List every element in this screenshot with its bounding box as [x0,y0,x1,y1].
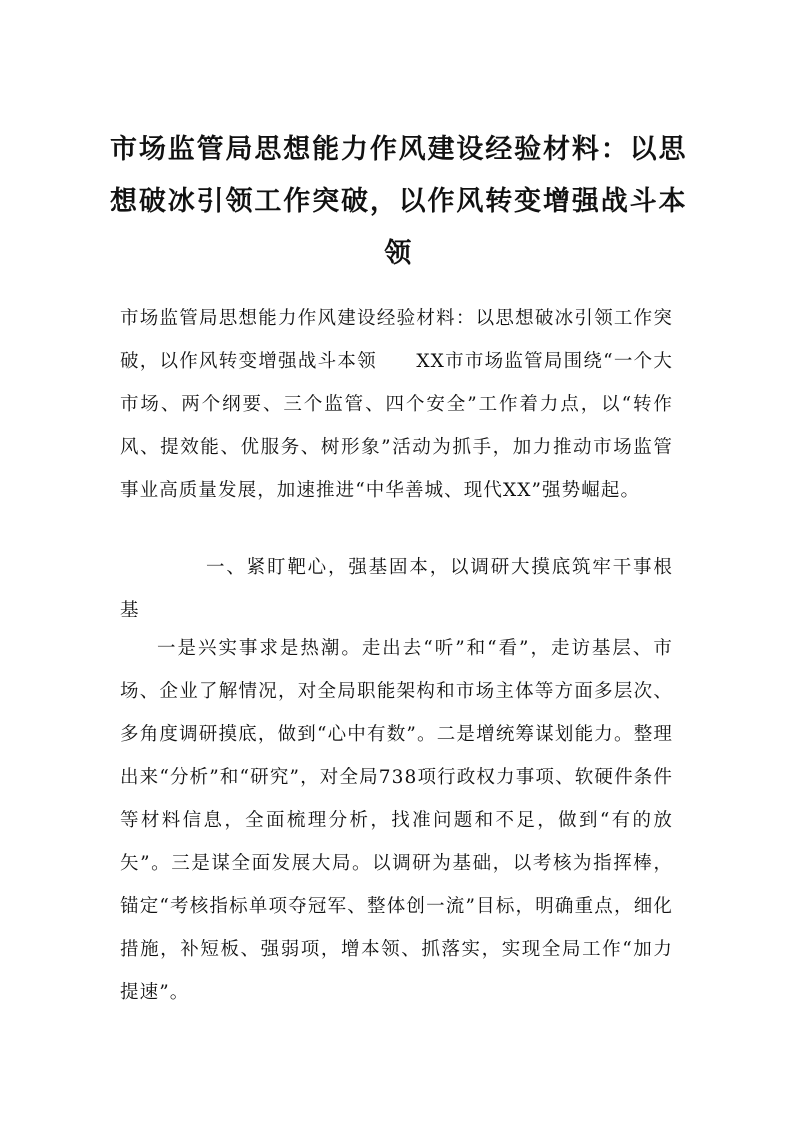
intro-paragraph: 市场监管局思想能力作风建设经验材料：以思想破冰引领工作突破，以作风转变增强战斗本领 XX市市场监管局围绕“一个大市场、两个纲要、三个监管、四个安全”工作着力点，以“转作风、提效能、优服务、树形象”活动为抓手，加力推动市场监管事业高质量发展，加速推进“中华善城、现代XX”强势崛起。 [120,308,673,501]
document-title: 市场监管局思想能力作风建设经验材料：以思想破冰引领工作突破，以作风转变增强战斗本领 [110,134,686,269]
section-heading: 一、紧盯靶心，强基固本，以调研大摸底筑牢干事根基 [120,557,673,621]
body-paragraph: 一是兴实事求是热潮。走出去“听”和“看”，走访基层、市场、企业了解情况，对全局职能架构和市场主体等方面多层次、多角度调研摸底，做到“心中有数”。二是增统筹谋划能力。整理出来“分析”和“研究”，对全局738项行政权力事项、软硬件条件等材料信息，全面梳理分析，找准问题和不足，做到“有的放矢”。三是谋全面发展大局。以调研为基础，以考核为指挥棒，锚定“考核指标单项夺冠军、整体创一流”目标，明确重点，细化措施，补短板、强弱项，增本领、抓落实，实现全局工作“加力提速”。 [120,638,673,1003]
